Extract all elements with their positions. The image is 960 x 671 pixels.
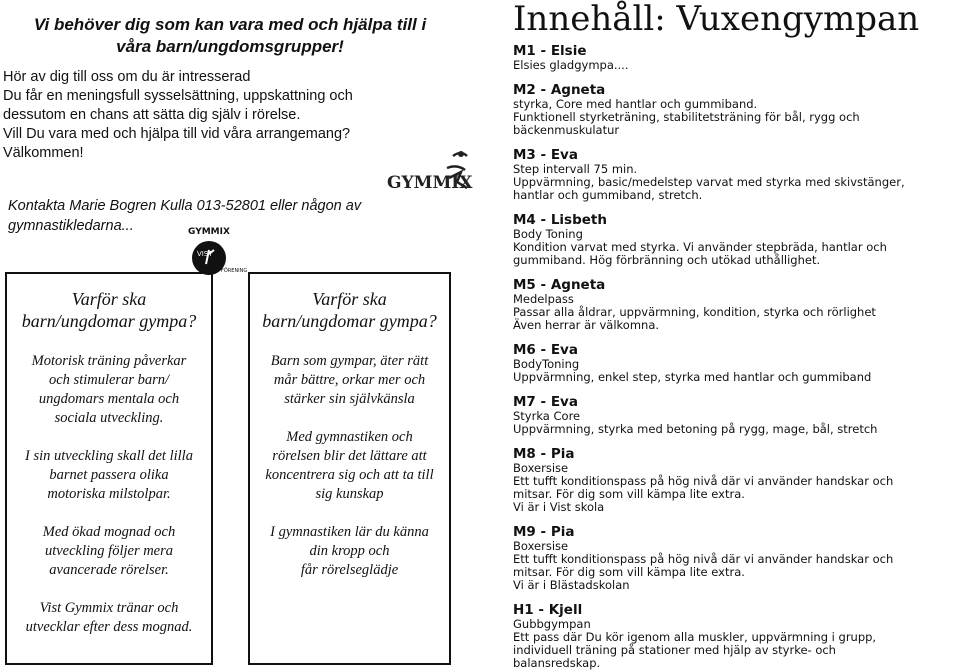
box-paragraph xyxy=(256,428,443,504)
box-paragraph xyxy=(256,523,443,580)
program-code: M1 - Elsie xyxy=(513,43,587,59)
box-paragraph xyxy=(256,352,443,409)
program-code: M7 - Eva xyxy=(513,394,578,410)
box-line: motoriska milstolpar. xyxy=(47,486,171,502)
program-item xyxy=(513,147,960,202)
program-line: individuell träning på stationer med hjälp av styrke- och xyxy=(513,643,836,657)
box-line: barnet passera olika xyxy=(49,467,169,483)
box-title-line: barn/ungdomar gympa? xyxy=(262,311,437,331)
gymmix-logo-wide xyxy=(383,148,478,206)
box-line: Med ökad mognad och xyxy=(42,524,176,540)
box-line: I gymnastiken lär du känna xyxy=(270,524,429,540)
program-item xyxy=(513,342,960,384)
contact-line: Kontakta Marie Bogren Kulla 013-52801 eller någon av xyxy=(8,198,362,214)
box-title-line: barn/ungdomar gympa? xyxy=(21,311,197,331)
program-column xyxy=(513,0,960,670)
program-item xyxy=(513,212,960,267)
box-title xyxy=(250,288,449,332)
box-paragraph xyxy=(13,599,205,637)
box-title-line: Varför ska xyxy=(312,289,387,309)
program-item xyxy=(513,524,960,592)
box-title-line: Varför ska xyxy=(71,289,147,309)
program-code: M5 - Agneta xyxy=(513,277,606,293)
program-item xyxy=(513,82,960,137)
box-line: koncentrera sig och att ta till xyxy=(265,467,434,483)
program-line: Elsies gladgympa.... xyxy=(513,58,629,72)
box-line: stärker sin självkänsla xyxy=(284,391,415,407)
box-line: sig kunskap xyxy=(315,486,384,502)
program-line: Kondition varvat med styrka. Vi använder stepbräda, hantlar och xyxy=(513,240,887,254)
program-line: mitsar. För dig som vill kämpa lite extra. xyxy=(513,565,745,579)
program-line: Body Toning xyxy=(513,227,583,241)
recruit-body-line: Du får en meningsfull sysselsättning, uppskattning och xyxy=(3,88,353,104)
program-line: BodyToning xyxy=(513,357,580,371)
program-line: hantlar och gummiband, stretch. xyxy=(513,188,703,202)
recruit-body-line: dessutom en chans att sätta dig själv i rörelse. xyxy=(3,107,301,123)
recruit-body-line: Hör av dig till oss om du är intresserad xyxy=(3,69,251,85)
program-code: M9 - Pia xyxy=(513,524,575,540)
box-paragraph xyxy=(13,447,205,504)
box-line: Motorisk träning påverkar xyxy=(31,353,187,369)
program-line: Styrka Core xyxy=(513,409,581,423)
box-line: ungdomars mentala och xyxy=(38,391,180,407)
program-line: Boxersise xyxy=(513,461,569,475)
box-line: din kropp och xyxy=(309,543,390,559)
box-line: utvecklar efter dess mognad. xyxy=(25,619,193,635)
contact-line: gymnastikledarna... xyxy=(8,218,134,234)
program-line: Funktionell styrketräning, stabilitetsträning för bål, rygg och xyxy=(513,110,860,124)
program-line: Boxersise xyxy=(513,539,569,553)
program-line: bäckenmuskulatur xyxy=(513,123,620,137)
why-gym-box-2 xyxy=(248,272,451,665)
box-paragraph xyxy=(13,523,205,580)
box-line: rörelsen blir det lättare att xyxy=(272,448,427,464)
program-line: Ett tufft konditionspass på hög nivå där vi använder handskar och xyxy=(513,474,894,488)
program-line: Passar alla åldrar, uppvärmning, kondition, styrka och rörlighet xyxy=(513,305,876,319)
program-line: Ett tufft konditionspass på hög nivå där vi använder handskar och xyxy=(513,552,894,566)
page-title: Innehåll: Vuxengympan xyxy=(513,0,920,39)
box-line: Vist Gymmix tränar och xyxy=(39,600,179,616)
round-logo-right: FÖRENING xyxy=(221,268,248,274)
program-line: mitsar. För dig som vill kämpa lite extra. xyxy=(513,487,745,501)
program-line: styrka, Core med hantlar och gummiband. xyxy=(513,97,758,111)
program-line: Medelpass xyxy=(513,292,574,306)
program-item xyxy=(513,277,960,332)
gymmix-logo-text: GYMMIX xyxy=(387,173,473,193)
program-line: Vi är i Vist skola xyxy=(513,500,605,514)
program-code: M8 - Pia xyxy=(513,446,575,462)
recruit-heading-line: Vi behöver dig som kan vara med och hjälpa till i xyxy=(33,15,427,34)
recruit-heading xyxy=(0,14,460,58)
box-line: I sin utveckling skall det lilla xyxy=(25,448,193,464)
program-line: Ett pass där Du kör igenom alla muskler, uppvärmning i grupp, xyxy=(513,630,877,644)
round-logo-top: GYMMIX xyxy=(188,227,230,237)
program-item xyxy=(513,446,960,514)
recruit-body-line: Välkommen! xyxy=(3,145,84,161)
program-line: Gubbgympan xyxy=(513,617,591,631)
program-item xyxy=(513,43,960,72)
box-line: utveckling följer mera xyxy=(44,543,174,559)
round-logo-left: VIST xyxy=(197,250,213,258)
box-paragraph xyxy=(13,352,205,428)
box-line: sociala utveckling. xyxy=(54,410,164,426)
recruit-body-line: Vill Du vara med och hjälpa till vid våra arrangemang? xyxy=(3,126,351,142)
program-line: Uppvärmning, basic/medelstep varvat med styrka med skivstänger, xyxy=(513,175,905,189)
box-line: får rörelseglädje xyxy=(300,562,399,578)
box-line: avancerade rörelser. xyxy=(49,562,169,578)
program-code: M6 - Eva xyxy=(513,342,578,358)
program-code: H1 - Kjell xyxy=(513,602,583,618)
program-code: M4 - Lisbeth xyxy=(513,212,607,228)
box-line: och stimulerar barn/ xyxy=(48,372,170,388)
program-line: Även herrar är välkomna. xyxy=(513,318,660,332)
program-item xyxy=(513,602,960,670)
program-line: Uppvärmning, enkel step, styrka med hantlar och gummiband xyxy=(513,370,872,384)
program-code: M2 - Agneta xyxy=(513,82,606,98)
recruit-heading-line: våra barn/ungdomsgrupper! xyxy=(116,37,344,56)
box-line: Barn som gympar, äter rätt xyxy=(270,353,429,369)
program-line: gummiband. Hög förbränning och utökad uthållighet. xyxy=(513,253,821,267)
program-line: Vi är i Blästadskolan xyxy=(513,578,630,592)
program-line: Uppvärmning, styrka med betoning på rygg, mage, bål, stretch xyxy=(513,422,878,436)
box-line: Med gymnastiken och xyxy=(286,429,413,445)
program-line: balansredskap. xyxy=(513,656,601,670)
program-item xyxy=(513,394,960,436)
program-code: M3 - Eva xyxy=(513,147,578,163)
program-line: Step intervall 75 min. xyxy=(513,162,638,176)
why-gym-box-1 xyxy=(5,272,213,665)
box-title xyxy=(7,288,211,332)
box-line: mår bättre, orkar mer och xyxy=(273,372,426,388)
